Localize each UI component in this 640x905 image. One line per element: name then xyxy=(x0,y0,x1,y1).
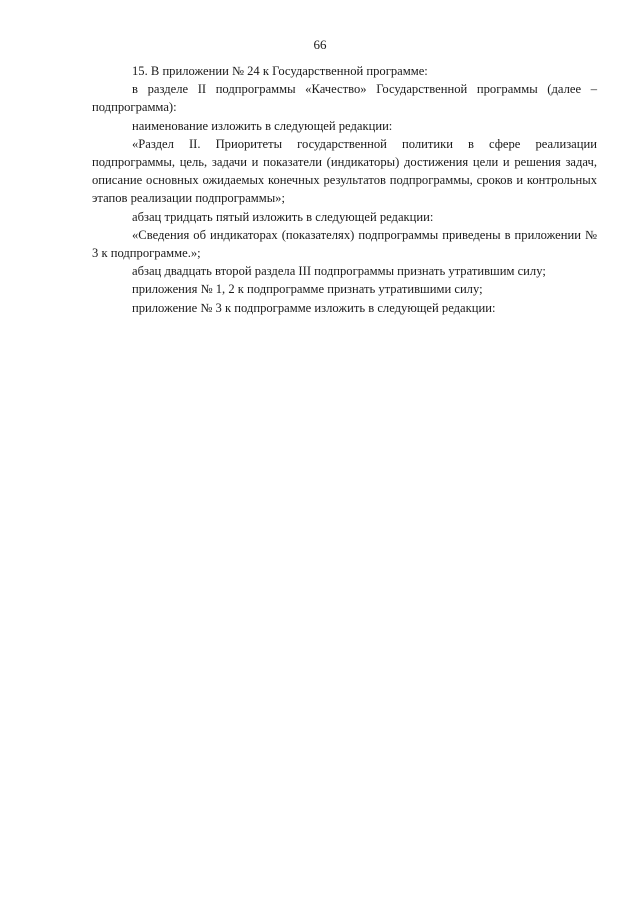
paragraph-thirty-fifth-edit: абзац тридцать пятый изложить в следующей редакции: xyxy=(132,209,434,224)
paragraph-title-edit: наименование изложить в следующей редакции: xyxy=(132,118,393,133)
paragraph-section-ii-title-quote: «Раздел II. Приоритеты государственной политики в сфере реализации подпрограммы, цель, задачи и показатели (индикаторы) достижения цели и решения задач, описание основных ожидаемых конечных результатов подпрограммы, сроков и контрольных этапов реализации подпрограммы»; xyxy=(92,136,597,206)
paragraph-appendix-3-edit: приложение № 3 к подпрограмме изложить в следующей редакции: xyxy=(132,300,496,315)
paragraph-item-15-heading: 15. В приложении № 24 к Государственной программе: xyxy=(132,64,428,78)
paragraph-section-ii-intro: в разделе II подпрограммы «Качество» Государственной программы (далее – подпрограмма): xyxy=(92,82,597,115)
document-body xyxy=(92,62,597,317)
page-number: 66 xyxy=(313,37,327,52)
paragraph-appendices-repeal: приложения № 1, 2 к подпрограмме признать утратившими силу; xyxy=(132,282,483,297)
paragraph-section-iii-repeal: абзац двадцать второй раздела III подпрограммы признать утратившим силу; xyxy=(132,264,546,279)
paragraph-indicators-quote: «Сведения об индикаторах (показателях) подпрограммы приведены в приложении № 3 к подпрограмме.»; xyxy=(92,227,597,261)
